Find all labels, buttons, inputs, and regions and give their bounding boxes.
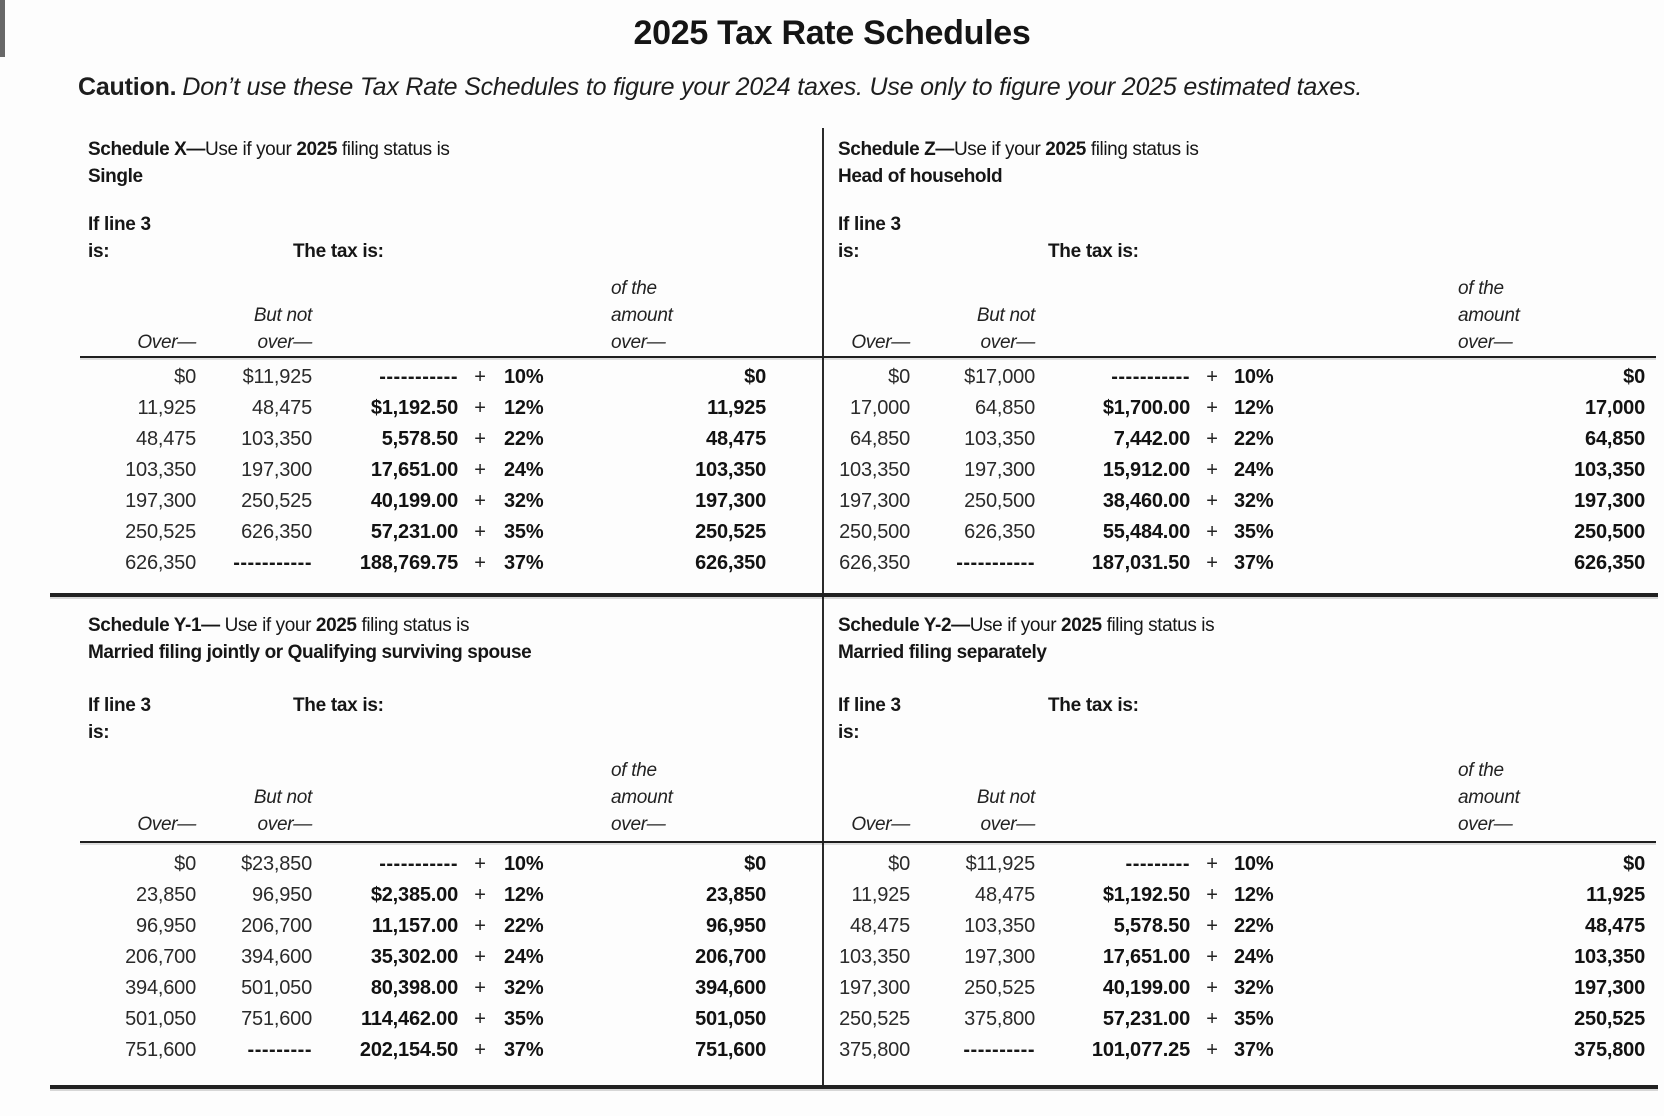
cell-but-not-over: 626,350 bbox=[964, 521, 1035, 543]
cell-amount-over: 17,000 bbox=[1585, 397, 1645, 419]
cell-over: 48,475 bbox=[136, 428, 196, 450]
cell-but-not-over: 197,300 bbox=[964, 459, 1035, 481]
tax-is-label: The tax is: bbox=[293, 241, 384, 262]
cell-rate: 12% bbox=[504, 884, 544, 906]
cell-rate: 22% bbox=[1234, 428, 1274, 450]
cell-rate: 37% bbox=[504, 1039, 544, 1061]
table-row bbox=[828, 517, 1660, 548]
cell-base-tax: 80,398.00 bbox=[370, 977, 458, 999]
schedule-title: Schedule X—Use if your 2025 filing status is Single bbox=[88, 139, 450, 187]
if-line3-label: If line 3 bbox=[838, 214, 901, 235]
col-header-but-not: But not bbox=[976, 787, 1035, 808]
cell-but-not-over: $11,925 bbox=[965, 853, 1035, 875]
cell-but-not-over: 394,600 bbox=[241, 946, 312, 968]
schedule-y2-panel bbox=[828, 597, 1660, 1085]
cell-amount-over: 23,850 bbox=[706, 884, 766, 906]
cell-over: 17,000 bbox=[850, 397, 910, 419]
plus-sign: + bbox=[474, 552, 486, 574]
col-header-over: Over— bbox=[851, 332, 910, 353]
schedule-x-panel bbox=[78, 128, 778, 593]
col-header-but-not-over: over— bbox=[257, 814, 312, 835]
cell-over: 626,350 bbox=[125, 552, 196, 574]
schedule-z-rows bbox=[828, 362, 1660, 579]
cell-but-not-over: 375,800 bbox=[964, 1008, 1035, 1030]
cell-over: 197,300 bbox=[839, 977, 910, 999]
cell-rate: 37% bbox=[1234, 1039, 1274, 1061]
cell-base-tax: 5,578.50 bbox=[381, 428, 458, 450]
cell-but-not-over: 250,525 bbox=[241, 490, 312, 512]
plus-sign: + bbox=[474, 521, 486, 543]
caution-text: Don’t use these Tax Rate Schedules to figure your 2024 taxes. Use only to figure your 2025 estimated taxes. bbox=[182, 73, 1363, 101]
table-row bbox=[828, 973, 1660, 1004]
table-row bbox=[828, 849, 1660, 880]
cell-amount-over: 751,600 bbox=[695, 1039, 766, 1061]
table-row bbox=[828, 424, 1660, 455]
table-row bbox=[828, 548, 1660, 579]
page-title: 2025 Tax Rate Schedules bbox=[633, 14, 1031, 52]
plus-sign: + bbox=[474, 884, 486, 906]
cell-but-not-over: 250,500 bbox=[964, 490, 1035, 512]
is-label: is: bbox=[88, 241, 110, 262]
cell-amount-over: 103,350 bbox=[695, 459, 766, 481]
cell-rate: 35% bbox=[1234, 1008, 1274, 1030]
table-row bbox=[78, 517, 778, 548]
col-header-but-not: But not bbox=[976, 305, 1035, 326]
cell-base-tax: 40,199.00 bbox=[1102, 977, 1190, 999]
col-header-over: Over— bbox=[137, 814, 196, 835]
center-divider-line bbox=[822, 128, 824, 1085]
cell-rate: 22% bbox=[504, 915, 544, 937]
plus-sign: + bbox=[1206, 366, 1218, 388]
schedule-y1-panel bbox=[78, 597, 778, 1085]
cell-base-tax: 5,578.50 bbox=[1113, 915, 1190, 937]
cell-amount-over: 11,925 bbox=[1586, 884, 1645, 906]
table-row bbox=[828, 1004, 1660, 1035]
is-label: is: bbox=[838, 241, 860, 262]
cell-rate: 35% bbox=[1234, 521, 1274, 543]
col-header-amount-over: over— bbox=[1458, 332, 1513, 353]
cell-but-not-over: $11,925 bbox=[242, 366, 312, 388]
plus-sign: + bbox=[1206, 552, 1218, 574]
cell-amount-over: 501,050 bbox=[695, 1008, 766, 1030]
cell-base-tax: 7,442.00 bbox=[1113, 428, 1190, 450]
cell-amount-over: $0 bbox=[1623, 853, 1645, 875]
cell-but-not-over: 751,600 bbox=[241, 1008, 312, 1030]
filing-status: Married filing jointly or Qualifying surviving spouse bbox=[88, 642, 532, 663]
col-header-amount: amount bbox=[1458, 305, 1520, 326]
plus-sign: + bbox=[1206, 428, 1218, 450]
col-header-but-not-over: over— bbox=[980, 332, 1035, 353]
plus-sign: + bbox=[1206, 490, 1218, 512]
col-header-of-the: of the bbox=[611, 760, 657, 781]
plus-sign: + bbox=[474, 397, 486, 419]
table-row bbox=[828, 942, 1660, 973]
col-header-but-not-over: over— bbox=[257, 332, 312, 353]
cell-amount-over: 48,475 bbox=[706, 428, 766, 450]
cell-amount-over: 103,350 bbox=[1574, 459, 1645, 481]
plus-sign: + bbox=[474, 915, 486, 937]
table-row bbox=[78, 548, 778, 579]
table-row bbox=[828, 880, 1660, 911]
cell-but-not-over: $23,850 bbox=[241, 853, 312, 875]
cell-but-not-over: 250,525 bbox=[964, 977, 1035, 999]
cell-but-not-over: 48,475 bbox=[975, 884, 1035, 906]
table-row bbox=[78, 1004, 778, 1035]
table-row bbox=[828, 486, 1660, 517]
cell-over: 96,950 bbox=[136, 915, 196, 937]
if-line3-label: If line 3 bbox=[88, 695, 151, 716]
table-row bbox=[78, 486, 778, 517]
tax-is-label: The tax is: bbox=[293, 695, 384, 716]
cell-over: 103,350 bbox=[839, 459, 910, 481]
cell-base-tax: --------- bbox=[1125, 853, 1190, 875]
table-row bbox=[78, 424, 778, 455]
table-row bbox=[78, 1035, 778, 1066]
schedule-title: Schedule Y-2—Use if your 2025 filing status is Married filing separately bbox=[838, 615, 1215, 663]
cell-amount-over: $0 bbox=[744, 366, 766, 388]
is-label: is: bbox=[838, 722, 860, 743]
cell-rate: 10% bbox=[504, 853, 544, 875]
table-row bbox=[78, 942, 778, 973]
cell-but-not-over: 206,700 bbox=[241, 915, 312, 937]
col-header-but-not: But not bbox=[253, 305, 312, 326]
cell-base-tax: $2,385.00 bbox=[370, 884, 458, 906]
cell-amount-over: 48,475 bbox=[1585, 915, 1645, 937]
filing-status: Single bbox=[88, 166, 143, 187]
cell-rate: 12% bbox=[504, 397, 544, 419]
col-header-amount: amount bbox=[1458, 787, 1520, 808]
cell-rate: 10% bbox=[504, 366, 544, 388]
cell-but-not-over: 103,350 bbox=[241, 428, 312, 450]
plus-sign: + bbox=[1206, 397, 1218, 419]
cell-over: 11,925 bbox=[851, 884, 910, 906]
cell-but-not-over: --------- bbox=[247, 1039, 312, 1061]
cell-over: 64,850 bbox=[850, 428, 910, 450]
table-row bbox=[828, 911, 1660, 942]
schedule-x-rows bbox=[78, 362, 778, 579]
cell-rate: 35% bbox=[504, 521, 544, 543]
cell-amount-over: 206,700 bbox=[695, 946, 766, 968]
cell-rate: 32% bbox=[1234, 977, 1274, 999]
table-row bbox=[78, 455, 778, 486]
table-row bbox=[828, 1035, 1660, 1066]
col-header-but-not: But not bbox=[253, 787, 312, 808]
col-header-amount-over: over— bbox=[1458, 814, 1513, 835]
cell-base-tax: ----------- bbox=[379, 853, 458, 875]
if-line3-label: If line 3 bbox=[838, 695, 901, 716]
cell-rate: 10% bbox=[1234, 853, 1274, 875]
col-header-amount: amount bbox=[611, 305, 673, 326]
cell-rate: 32% bbox=[1234, 490, 1274, 512]
cell-base-tax: 57,231.00 bbox=[370, 521, 458, 543]
tax-is-label: The tax is: bbox=[1048, 241, 1139, 262]
table-row bbox=[78, 880, 778, 911]
cell-but-not-over: 197,300 bbox=[964, 946, 1035, 968]
plus-sign: + bbox=[1206, 946, 1218, 968]
cell-amount-over: 250,525 bbox=[695, 521, 766, 543]
cell-base-tax: 187,031.50 bbox=[1091, 552, 1190, 574]
cell-over: 751,600 bbox=[125, 1039, 196, 1061]
plus-sign: + bbox=[1206, 521, 1218, 543]
table-row bbox=[78, 849, 778, 880]
col-header-over: Over— bbox=[137, 332, 196, 353]
cell-but-not-over: ----------- bbox=[233, 552, 312, 574]
plus-sign: + bbox=[1206, 977, 1218, 999]
cell-over: 375,800 bbox=[839, 1039, 910, 1061]
cell-but-not-over: ---------- bbox=[963, 1039, 1035, 1061]
if-line3-label: If line 3 bbox=[88, 214, 151, 235]
cell-over: $0 bbox=[888, 366, 910, 388]
caution-note bbox=[78, 73, 1608, 102]
col-header-amount-over: over— bbox=[611, 332, 666, 353]
plus-sign: + bbox=[474, 946, 486, 968]
cell-but-not-over: 626,350 bbox=[241, 521, 312, 543]
table-row bbox=[78, 911, 778, 942]
cell-base-tax: $1,700.00 bbox=[1102, 397, 1190, 419]
cell-base-tax: 114,462.00 bbox=[361, 1008, 458, 1030]
schedule-y1-rows bbox=[78, 849, 778, 1066]
cell-amount-over: 197,300 bbox=[695, 490, 766, 512]
cell-base-tax: 17,651.00 bbox=[370, 459, 458, 481]
schedule-title: Schedule Y-1— Use if your 2025 filing status is Married filing jointly or Qualifying surviving spouse bbox=[88, 615, 532, 663]
cell-over: 250,525 bbox=[839, 1008, 910, 1030]
cell-rate: 32% bbox=[504, 977, 544, 999]
cell-base-tax: 101,077.25 bbox=[1091, 1039, 1190, 1061]
plus-sign: + bbox=[474, 1039, 486, 1061]
cell-base-tax: 57,231.00 bbox=[1102, 1008, 1190, 1030]
cell-over: 103,350 bbox=[839, 946, 910, 968]
cell-but-not-over: 64,850 bbox=[975, 397, 1035, 419]
cell-rate: 24% bbox=[1234, 946, 1274, 968]
plus-sign: + bbox=[1206, 853, 1218, 875]
tax-is-label: The tax is: bbox=[1048, 695, 1139, 716]
cell-rate: 32% bbox=[504, 490, 544, 512]
cell-base-tax: 38,460.00 bbox=[1102, 490, 1190, 512]
cell-base-tax: 35,302.00 bbox=[370, 946, 458, 968]
plus-sign: + bbox=[474, 1008, 486, 1030]
plus-sign: + bbox=[474, 428, 486, 450]
plus-sign: + bbox=[474, 977, 486, 999]
cell-amount-over: 394,600 bbox=[695, 977, 766, 999]
cell-base-tax: 55,484.00 bbox=[1102, 521, 1190, 543]
cell-but-not-over: 197,300 bbox=[241, 459, 312, 481]
plus-sign: + bbox=[1206, 1008, 1218, 1030]
col-header-of-the: of the bbox=[1458, 278, 1504, 299]
cell-amount-over: 375,800 bbox=[1574, 1039, 1645, 1061]
cell-but-not-over: 96,950 bbox=[252, 884, 312, 906]
cell-over: 197,300 bbox=[839, 490, 910, 512]
table-row bbox=[828, 393, 1660, 424]
cell-rate: 22% bbox=[1234, 915, 1274, 937]
cell-base-tax: 188,769.75 bbox=[359, 552, 458, 574]
plus-sign: + bbox=[1206, 459, 1218, 481]
plus-sign: + bbox=[474, 366, 486, 388]
table-row bbox=[78, 362, 778, 393]
col-header-of-the: of the bbox=[611, 278, 657, 299]
col-header-but-not-over: over— bbox=[980, 814, 1035, 835]
cell-over: $0 bbox=[888, 853, 910, 875]
is-label: is: bbox=[88, 722, 110, 743]
cell-over: 11,925 bbox=[137, 397, 196, 419]
table-row bbox=[828, 455, 1660, 486]
cell-over: 48,475 bbox=[850, 915, 910, 937]
cell-base-tax: 17,651.00 bbox=[1102, 946, 1190, 968]
plus-sign: + bbox=[1206, 1039, 1218, 1061]
cell-rate: 12% bbox=[1234, 397, 1274, 419]
cell-but-not-over: 103,350 bbox=[964, 428, 1035, 450]
schedule-title: Schedule Z—Use if your 2025 filing status is Head of household bbox=[838, 139, 1199, 187]
plus-sign: + bbox=[474, 459, 486, 481]
cell-amount-over: 11,925 bbox=[707, 397, 766, 419]
cell-rate: 37% bbox=[1234, 552, 1274, 574]
table-row bbox=[78, 393, 778, 424]
cell-rate: 24% bbox=[1234, 459, 1274, 481]
cell-amount-over: 626,350 bbox=[695, 552, 766, 574]
filing-status: Married filing separately bbox=[838, 642, 1047, 663]
cell-amount-over: $0 bbox=[1623, 366, 1645, 388]
plus-sign: + bbox=[474, 853, 486, 875]
cell-but-not-over: ----------- bbox=[956, 552, 1035, 574]
cell-over: $0 bbox=[174, 853, 196, 875]
cell-rate: 37% bbox=[504, 552, 544, 574]
cell-base-tax: 11,157.00 bbox=[371, 915, 458, 937]
plus-sign: + bbox=[474, 490, 486, 512]
filing-status: Head of household bbox=[838, 166, 1003, 187]
cell-over: 250,500 bbox=[839, 521, 910, 543]
cell-rate: 22% bbox=[504, 428, 544, 450]
cell-base-tax: $1,192.50 bbox=[370, 397, 458, 419]
cell-amount-over: $0 bbox=[744, 853, 766, 875]
cell-base-tax: 40,199.00 bbox=[370, 490, 458, 512]
cell-base-tax: ----------- bbox=[1111, 366, 1190, 388]
cell-rate: 12% bbox=[1234, 884, 1274, 906]
cell-amount-over: 64,850 bbox=[1585, 428, 1645, 450]
cell-over: 394,600 bbox=[125, 977, 196, 999]
cell-over: 197,300 bbox=[125, 490, 196, 512]
cell-rate: 24% bbox=[504, 459, 544, 481]
plus-sign: + bbox=[1206, 915, 1218, 937]
col-header-amount-over: over— bbox=[611, 814, 666, 835]
schedule-z-panel bbox=[828, 128, 1660, 593]
cell-amount-over: 197,300 bbox=[1574, 977, 1645, 999]
cell-amount-over: 250,500 bbox=[1574, 521, 1645, 543]
table-row bbox=[78, 973, 778, 1004]
cell-rate: 24% bbox=[504, 946, 544, 968]
cell-but-not-over: $17,000 bbox=[964, 366, 1035, 388]
col-header-over: Over— bbox=[851, 814, 910, 835]
cell-over: 23,850 bbox=[136, 884, 196, 906]
cell-over: 626,350 bbox=[839, 552, 910, 574]
table-row bbox=[828, 362, 1660, 393]
cell-amount-over: 96,950 bbox=[706, 915, 766, 937]
schedule-y2-rows bbox=[828, 849, 1660, 1066]
cell-over: 206,700 bbox=[125, 946, 196, 968]
cell-base-tax: 15,912.00 bbox=[1102, 459, 1190, 481]
bottom-section-rule bbox=[50, 1085, 1658, 1089]
cell-rate: 10% bbox=[1234, 366, 1274, 388]
cell-over: 501,050 bbox=[125, 1008, 196, 1030]
cell-amount-over: 103,350 bbox=[1574, 946, 1645, 968]
cell-base-tax: 202,154.50 bbox=[359, 1039, 458, 1061]
cell-rate: 35% bbox=[504, 1008, 544, 1030]
cell-but-not-over: 103,350 bbox=[964, 915, 1035, 937]
caution-label: Caution. bbox=[78, 73, 177, 101]
cell-amount-over: 250,525 bbox=[1574, 1008, 1645, 1030]
cell-amount-over: 197,300 bbox=[1574, 490, 1645, 512]
col-header-of-the: of the bbox=[1458, 760, 1504, 781]
cell-but-not-over: 501,050 bbox=[241, 977, 312, 999]
plus-sign: + bbox=[1206, 884, 1218, 906]
cell-over: 103,350 bbox=[125, 459, 196, 481]
cell-base-tax: $1,192.50 bbox=[1102, 884, 1190, 906]
cell-base-tax: ----------- bbox=[379, 366, 458, 388]
cell-amount-over: 626,350 bbox=[1574, 552, 1645, 574]
cell-over: 250,525 bbox=[125, 521, 196, 543]
col-header-amount: amount bbox=[611, 787, 673, 808]
cell-over: $0 bbox=[174, 366, 196, 388]
cell-but-not-over: 48,475 bbox=[252, 397, 312, 419]
